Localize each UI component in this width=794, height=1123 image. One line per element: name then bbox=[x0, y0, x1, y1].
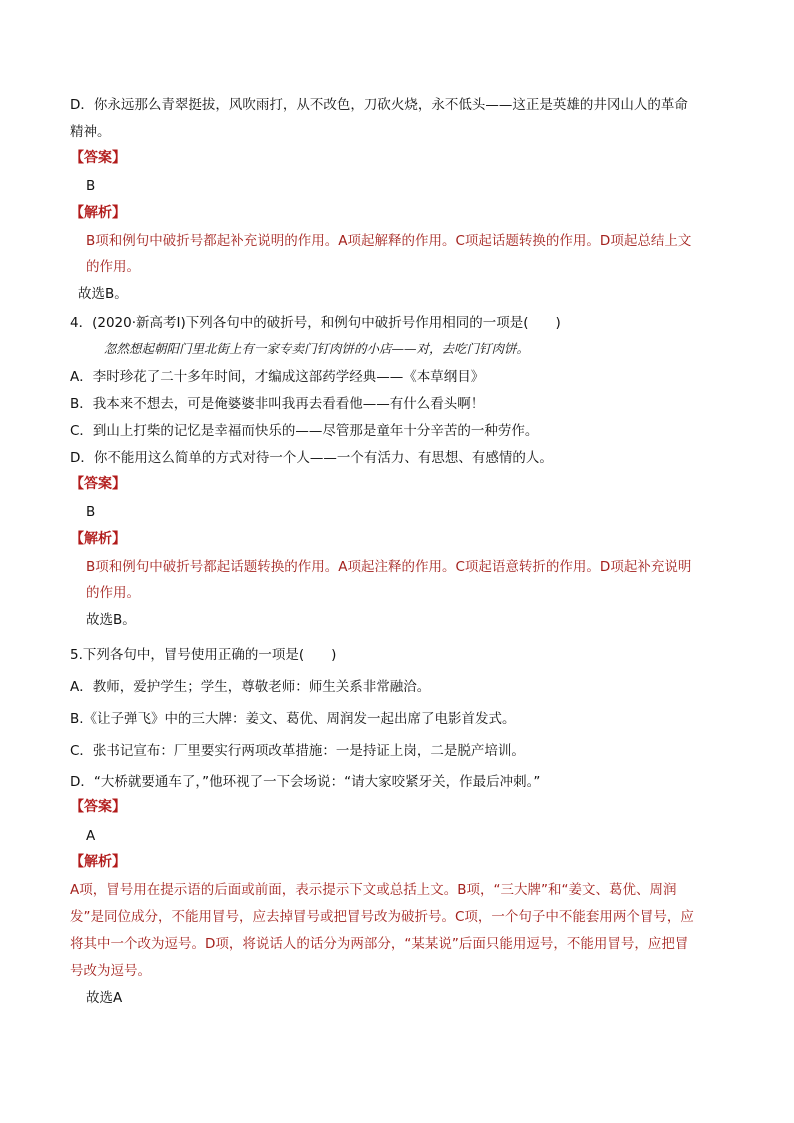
q5-answer: A bbox=[86, 828, 96, 844]
q3-answer-tag: 【答案】 bbox=[70, 150, 126, 166]
q5-answer-tag: 【答案】 bbox=[70, 799, 126, 815]
q5-option-b: B.《让子弹飞》中的三大牌：姜文、葛优、周润发一起出席了电影首发式。 bbox=[70, 711, 516, 727]
q3-conclusion: 故选B。 bbox=[78, 286, 128, 302]
q5-option-d: D．“大桥就要通车了，”他环视了一下会场说：“请大家咬紧牙关，作最后冲刺。” bbox=[70, 774, 541, 790]
q4-analysis-line2: 的作用。 bbox=[86, 585, 140, 601]
q5-analysis-line3: 将其中一个改为逗号。D项，将说话人的话分为两部分，“某某说”后面只能用逗号，不能用冒号，应把冒 bbox=[70, 936, 689, 952]
q4-answer: B bbox=[86, 504, 96, 520]
q3-answer: B bbox=[86, 178, 96, 194]
q4-option-a: A．李时珍花了二十多年时间，才编成这部药学经典——《本草纲目》 bbox=[70, 369, 485, 385]
q5-stem: 5.下列各句中，冒号使用正确的一项是( ) bbox=[70, 647, 337, 663]
q5-option-a: A．教师，爱护学生；学生，尊敬老师：师生关系非常融洽。 bbox=[70, 679, 431, 695]
q4-conclusion: 故选B。 bbox=[86, 612, 136, 628]
q5-conclusion: 故选A bbox=[86, 990, 123, 1006]
q4-option-c: C．到山上打柴的记忆是幸福而快乐的——尽管那是童年十分辛苦的一种劳作。 bbox=[70, 423, 539, 439]
q4-option-b: B．我本来不想去，可是俺婆婆非叫我再去看看他——有什么看头啊！ bbox=[70, 396, 485, 412]
q3-analysis-line1: B项和例句中破折号都起补充说明的作用。A项起解释的作用。C项起话题转换的作用。D项起总结上文 bbox=[86, 233, 692, 249]
q4-example-sentence: 忽然想起朝阳门里北街上有一家专卖门钉肉饼的小店——对，去吃门钉肉饼。 bbox=[104, 341, 530, 356]
q4-option-d: D．你不能用这么简单的方式对待一个人——一个有活力、有思想、有感情的人。 bbox=[70, 450, 553, 466]
q4-answer-tag: 【答案】 bbox=[70, 476, 126, 492]
q3-analysis-line2: 的作用。 bbox=[86, 259, 140, 275]
q3-option-d-line1: D．你永远那么青翠挺拔，风吹雨打，从不改色，刀砍火烧，永不低头——这正是英雄的井冈山人的革命 bbox=[70, 97, 688, 113]
q5-analysis-line4: 号改为逗号。 bbox=[70, 963, 151, 979]
q3-analysis-tag: 【解析】 bbox=[70, 205, 126, 221]
q5-analysis-tag: 【解析】 bbox=[70, 854, 126, 870]
q4-analysis-tag: 【解析】 bbox=[70, 531, 126, 547]
q5-analysis-line2: 发”是同位成分，不能用冒号，应去掉冒号或把冒号改为破折号。C项，一个句子中不能套用两个冒号，应 bbox=[70, 909, 694, 925]
q5-option-c: C．张书记宣布：厂里要实行两项改革措施：一是持证上岗，二是脱产培训。 bbox=[70, 743, 525, 759]
q3-option-d-line2: 精神。 bbox=[70, 124, 111, 140]
q5-analysis-line1: A项，冒号用在提示语的后面或前面，表示提示下文或总括上文。B项，“三大牌”和“姜文、葛优、周润 bbox=[70, 882, 677, 898]
q4-stem: 4．(2020·新高考Ⅰ)下列各句中的破折号，和例句中破折号作用相同的一项是( ) bbox=[70, 315, 561, 331]
q4-analysis-line1: B项和例句中破折号都起话题转换的作用。A项起注释的作用。C项起语意转折的作用。D项起补充说明 bbox=[86, 559, 692, 575]
